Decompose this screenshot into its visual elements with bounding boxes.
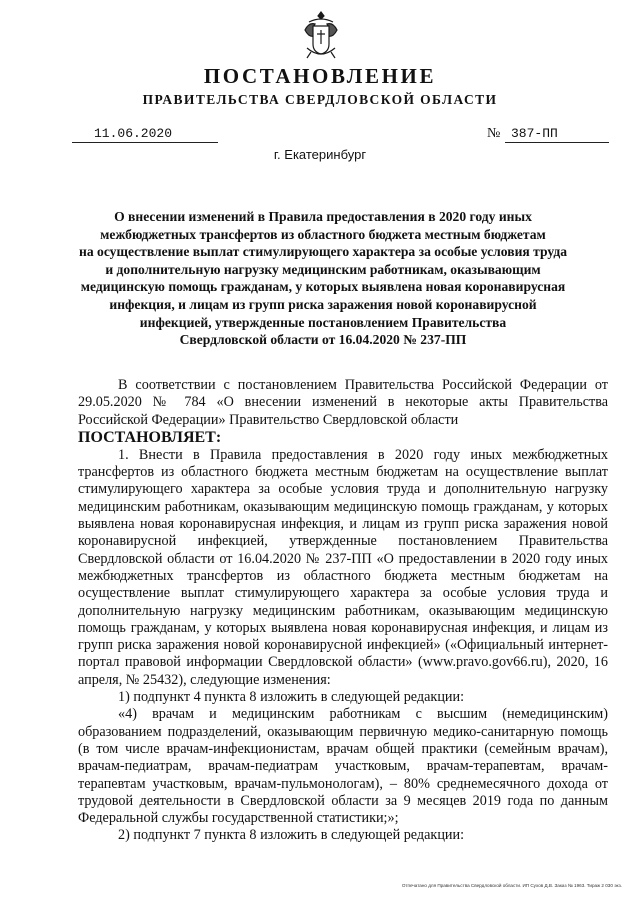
coat-of-arms-icon: [299, 8, 343, 60]
item-1-paragraph: 1. Внести в Правила предоставления в 2020 году иных межбюджетных трансфертов из областного бюджета местным бюджетам на осуществление выплат стимулирующего характера за особые условия труда и дополнительную нагрузку медицинским работникам, оказывающим медицинскую помощь гражданам, у которых выявлена новая коронавирусная инфекция, и лицам из групп риска заражения новой коронавирусной инфекцией, утвержденные постановлением Правительства Свердловской области от 16.04.2020 № 237-ПП «О предоставлении в 2020 году иных межбюджетных трансфертов из областного бюджета местным бюджетам на осуществление выплат стимулирующего характера за особые условия труда и дополнительную нагрузку медицинским работникам, оказывающим медицинскую помощь гражданам, у которых выявлена новая коронавирусная инфекция, и лицам из групп риска заражения новой коронавирусной инфекцией» («Официальный интернет-портал правовой информации Свердловской области» (www.pravo.gov66.ru), 2020, 16 апреля, № 25432), следующие изменения:: [78, 446, 608, 688]
heading-line: О внесении изменений в Правила предоставления в 2020 году иных: [114, 209, 532, 224]
document-date: 11.06.2020: [72, 126, 218, 143]
document-number: 387-ПП: [505, 126, 609, 143]
heading-line: межбюджетных трансфертов из областного бюджета местным бюджетам: [100, 226, 546, 242]
heading-line: медицинскую помощь гражданам, у которых выявлена новая коронавирусная: [80, 279, 566, 295]
preamble-paragraph: В соответствии с постановлением Правительства Российской Федерации от 29.05.2020 № 784 «О внесении изменений в некоторые акты Правительства Российской Федерации» Правительство Свердловской области: [78, 377, 608, 428]
heading-line: инфекцией, утвержденные постановлением Правительства: [139, 314, 507, 330]
heading-line: и дополнительную нагрузку медицинским работникам, оказывающим: [105, 261, 541, 277]
heading-line: Свердловской области от 16.04.2020 № 237-ПП: [179, 332, 467, 348]
heading-line: на осуществление выплат стимулирующего характера за особые условия труда: [79, 244, 567, 260]
subitem-2-paragraph: 2) подпункт 7 пункта 8 изложить в следующей редакции:: [118, 827, 465, 844]
decree-word: ПОСТАНОВЛЯЕТ:: [78, 428, 222, 446]
heading-line: инфекция, и лицам из групп риска заражения новой коронавирусной: [109, 296, 537, 312]
document-city: г. Екатеринбург: [273, 147, 367, 162]
printer-note: Отпечатано для Правительства Свердловской области. ИП Сухов Д.В. Заказ № 1963. Тираж 2 030 экз.: [401, 883, 622, 888]
document-body: [78, 377, 608, 845]
document-type-title: ПОСТАНОВЛЕНИЕ: [203, 64, 437, 88]
issuing-authority: ПРАВИТЕЛЬСТВА СВЕРДЛОВСКОЙ ОБЛАСТИ: [142, 92, 498, 107]
document-heading: [78, 208, 568, 349]
subitem-1-paragraph: 1) подпункт 4 пункта 8 изложить в следующей редакции:: [118, 689, 465, 706]
number-label: №: [487, 126, 501, 141]
subitem-1-text: «4) врачам и медицинским работникам с высшим (немедицинским) образованием подразделений, оказывающим первичную медико-санитарную помощь (в том числе врачам-инфекционистам, врачам общей практики (семейным врачам), врачам-педиатрам, врачам-педиатрам участковым, врачам-терапевтам, врачам-терапевтам участковым, врачам-пульмонологам), – 80% среднемесячного дохода от трудовой деятельности в Свердловской области за 9 месяцев 2019 года по данным Федеральной службы государственной статистики;»;: [78, 706, 608, 827]
